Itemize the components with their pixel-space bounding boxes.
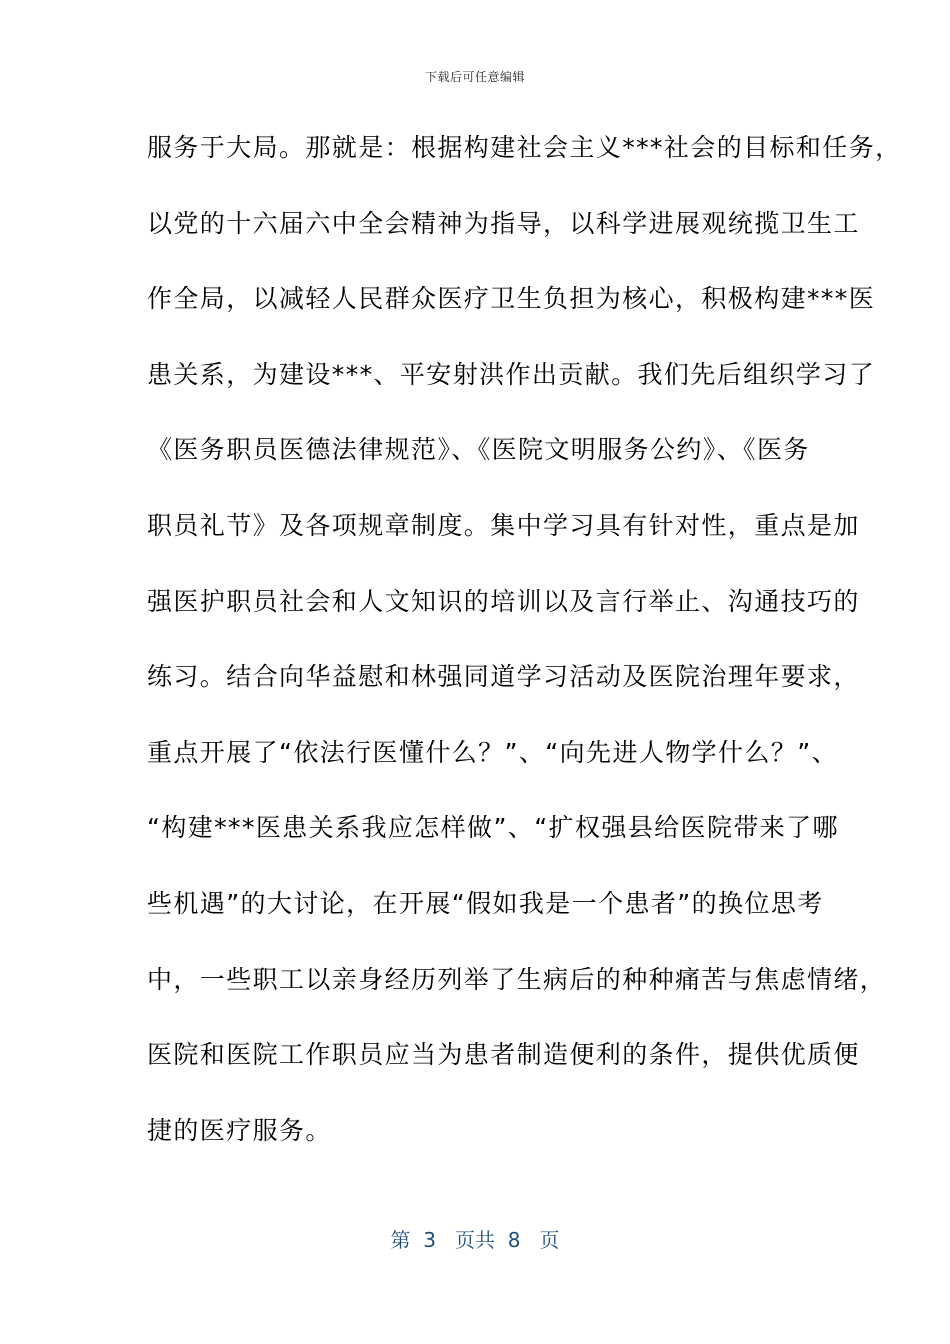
text-line: 服务于大局。那就是：根据构建社会主义***社会的目标和任务， <box>147 133 902 162</box>
text-line: 些机遇”的大讨论，在开展“假如我是一个患者”的换位思考 <box>147 888 824 918</box>
text-line: 患关系，为建设***、平安射洪作出贡献。我们先后组织学习了 <box>147 359 876 389</box>
text-line: 医院和医院工作职员应当为患者制造便利的条件，提供优质便 <box>147 1040 860 1070</box>
body-text <box>147 120 902 1178</box>
text-line: 作全局，以减轻人民群众医疗卫生负担为核心，积极构建***医 <box>147 284 876 314</box>
text-line: 捷的医疗服务。 <box>147 1115 332 1145</box>
text-line: 中，一些职工以亲身经历列举了生病后的种种痛苦与焦虑情绪， <box>147 964 887 994</box>
page-number-footer: 第 3 页共 8 页 <box>390 1228 560 1252</box>
text-line: 强医护职员社会和人文知识的培训以及言行举止、沟通技巧的 <box>147 586 860 616</box>
text-line: 重点开展了“依法行医懂什么？”、“向先进人物学什么？”、 <box>147 737 839 767</box>
text-line: 练习。结合向华益慰和林强同道学习活动及医院治理年要求， <box>147 662 860 692</box>
text-line: “构建***医患关系我应怎样做”、“扩权强县给医院带来了哪 <box>147 813 839 843</box>
text-line: 职员礼节》及各项规章制度。集中学习具有针对性，重点是加 <box>147 510 860 540</box>
text-line: 以党的十六届六中全会精神为指导，以科学进展观统揽卫生工 <box>147 208 860 238</box>
text-line: 《医务职员医德法律规范》、《医院文明服务公约》、《医务 <box>147 435 810 465</box>
header-note: 下载后可任意编辑 <box>424 70 525 84</box>
